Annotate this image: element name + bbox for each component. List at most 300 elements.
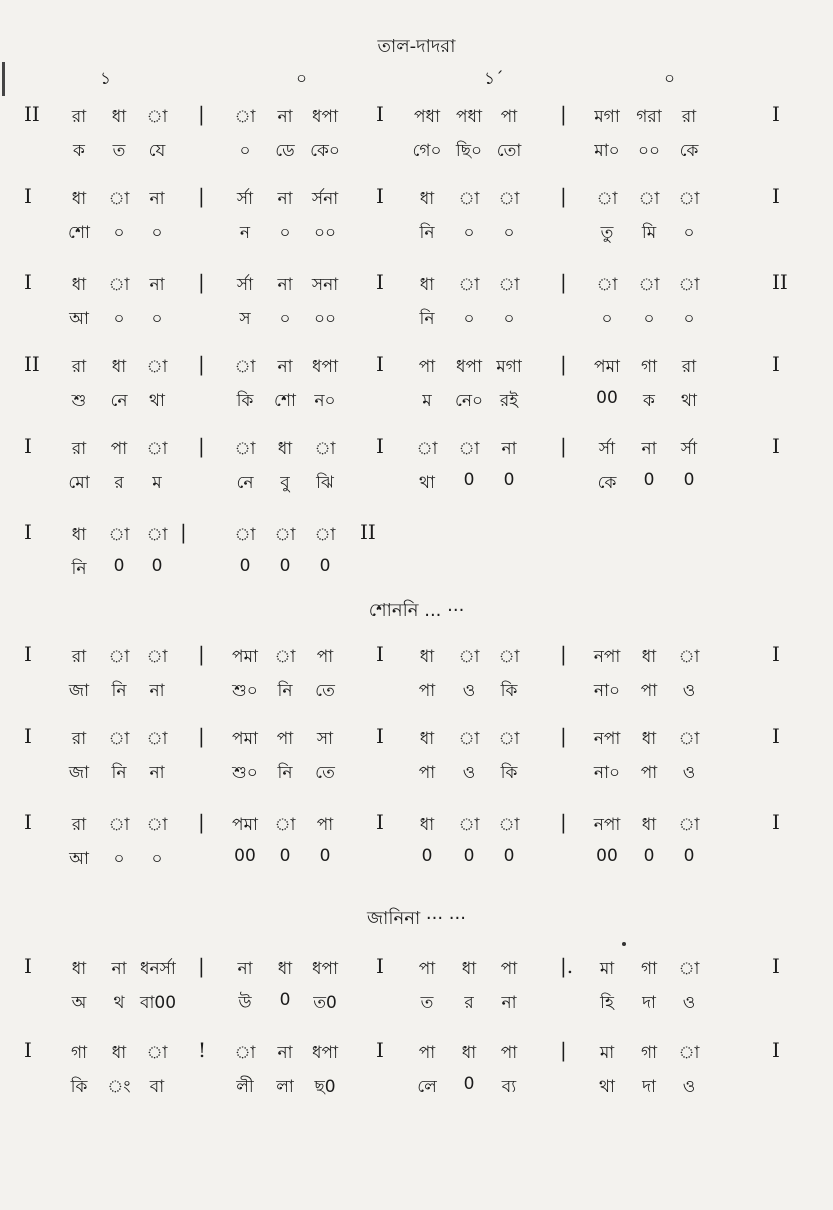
lyric-syllable: গে০ — [412, 141, 442, 161]
lyric-syllable: জা — [68, 681, 90, 701]
swara-note: া — [146, 107, 168, 127]
bar-line: I — [376, 1038, 384, 1062]
lyric-syllable: না — [149, 681, 165, 701]
lyric-syllable: শো — [68, 223, 90, 243]
lyric-syllable: লী — [236, 1077, 254, 1097]
swara-note: রা — [71, 815, 87, 835]
lyric-syllable: ম — [422, 391, 432, 411]
swara-note: া — [146, 525, 168, 545]
swara-note: পা — [500, 1043, 518, 1063]
swara-note: া — [108, 189, 130, 209]
lyric-syllable: ০ — [463, 223, 475, 243]
lyric-syllable: 0 — [463, 470, 475, 490]
swara-note: পমা — [232, 647, 258, 667]
lyric-syllable: ও — [682, 681, 696, 701]
lyric-syllable: ং — [107, 1077, 131, 1097]
swara-note: র্সা — [598, 439, 616, 459]
lyric-row — [0, 990, 833, 1020]
lyric-syllable: ও — [682, 1077, 696, 1097]
lyric-syllable: কি — [500, 681, 518, 701]
lyric-syllable: কে০ — [310, 141, 340, 161]
swara-note: া — [274, 647, 296, 667]
bar-line: I — [772, 1038, 780, 1062]
swara-note: ধা — [419, 275, 435, 295]
swara-note: না — [237, 959, 253, 979]
lyric-syllable: ও — [462, 763, 476, 783]
lyric-syllable: ০ — [151, 309, 163, 329]
swara-note: ধা — [419, 189, 435, 209]
lyric-syllable: ০ — [683, 309, 695, 329]
bar-line: | — [560, 810, 567, 834]
swara-note: ধা — [641, 647, 657, 667]
lyric-syllable: বা00 — [140, 993, 177, 1013]
swara-row — [0, 272, 833, 302]
lyric-syllable: তে — [315, 681, 335, 701]
swara-note: ধা — [111, 357, 127, 377]
lyric-row — [0, 306, 833, 336]
swara-note: মগা — [496, 357, 522, 377]
swara-note: পধা — [414, 107, 440, 127]
lyric-syllable: 0 — [463, 846, 475, 866]
swara-note: রা — [71, 107, 87, 127]
swara-note: া — [458, 275, 480, 295]
swara-note: া — [458, 439, 480, 459]
lyric-syllable: ম — [152, 473, 162, 493]
swara-note: ধা — [277, 439, 293, 459]
bar-line: I — [24, 184, 32, 208]
lyric-row — [0, 556, 833, 586]
lyric-syllable: নি — [419, 309, 435, 329]
swara-note: রা — [71, 439, 87, 459]
lyric-row — [0, 1074, 833, 1104]
bar-line: | — [560, 352, 567, 376]
swara-note: না — [277, 275, 293, 295]
swara-note: ধপা — [312, 959, 338, 979]
swara-note: মা — [599, 959, 615, 979]
bar-line: | — [198, 954, 205, 978]
swara-note: া — [458, 189, 480, 209]
swara-row — [0, 726, 833, 756]
lyric-syllable: না — [149, 763, 165, 783]
swara-note: পা — [500, 959, 518, 979]
lyric-syllable: থা — [419, 473, 435, 493]
lyric-syllable: ঝি — [316, 473, 334, 493]
lyric-syllable: শু — [71, 391, 87, 411]
swara-row — [0, 186, 833, 216]
lyric-syllable: ত0 — [313, 993, 337, 1013]
lyric-syllable: মো — [68, 473, 90, 493]
swara-note: া — [678, 729, 700, 749]
bar-line: I — [24, 724, 32, 748]
swara-note: া — [146, 357, 168, 377]
swara-note: া — [274, 525, 296, 545]
swara-note: নপা — [593, 815, 621, 835]
swara-note: না — [277, 189, 293, 209]
swara-note: ধা — [419, 729, 435, 749]
swara-note: ধপা — [312, 107, 338, 127]
bar-line: | — [560, 102, 567, 126]
notation-line — [0, 1040, 833, 1110]
swara-note: নপা — [593, 647, 621, 667]
bar-line: | — [560, 724, 567, 748]
bar-line: I — [772, 954, 780, 978]
swara-note: না — [277, 357, 293, 377]
swara-note: া — [234, 357, 256, 377]
lyric-syllable: পা — [418, 763, 436, 783]
swara-note: না — [277, 1043, 293, 1063]
swara-note: ধা — [277, 959, 293, 979]
swara-note: গা — [70, 1043, 88, 1063]
swara-note: ধা — [71, 525, 87, 545]
lyric-syllable: নে — [110, 391, 128, 411]
swara-note: া — [678, 959, 700, 979]
swara-note: না — [501, 439, 517, 459]
swara-row — [0, 1040, 833, 1070]
bar-line: I — [772, 184, 780, 208]
lyric-syllable: পা — [418, 681, 436, 701]
swara-note: সনা — [311, 275, 339, 295]
swara-note: া — [108, 525, 130, 545]
beat-marker: ০ — [296, 69, 308, 89]
lyric-syllable: যে — [148, 141, 166, 161]
swara-note: র্সা — [236, 189, 254, 209]
swara-note: রা — [681, 107, 697, 127]
swara-row — [0, 436, 833, 466]
lyric-row — [0, 678, 833, 708]
lyric-syllable: 0 — [279, 846, 291, 866]
swara-note: পা — [418, 1043, 436, 1063]
swara-note: র্সা — [236, 275, 254, 295]
lyric-syllable: নি — [111, 763, 127, 783]
bar-line: | — [180, 520, 187, 544]
swara-note: রা — [71, 647, 87, 667]
swara-note: া — [274, 815, 296, 835]
swara-note: া — [234, 1043, 256, 1063]
section-heading: জানিনা ··· ··· — [367, 908, 466, 929]
lyric-syllable: আ — [69, 309, 89, 329]
swara-note: ধা — [111, 1043, 127, 1063]
lyric-syllable: পা — [640, 681, 658, 701]
bar-line: I — [24, 954, 32, 978]
lyric-syllable: দা — [642, 993, 656, 1013]
ink-speck — [622, 942, 626, 946]
bar-line: | — [198, 642, 205, 666]
lyric-syllable: পা — [640, 763, 658, 783]
swara-note: া — [458, 647, 480, 667]
swara-note: া — [108, 275, 130, 295]
swara-note: া — [314, 525, 336, 545]
swara-note: না — [111, 959, 127, 979]
lyric-syllable: 0 — [319, 556, 331, 576]
swara-note: ধপা — [456, 357, 482, 377]
bar-line: I — [24, 270, 32, 294]
lyric-syllable: মা০ — [594, 141, 620, 161]
swara-note: পা — [418, 357, 436, 377]
swara-note: া — [596, 189, 618, 209]
lyric-syllable: ০ — [601, 309, 613, 329]
bar-line: I — [376, 270, 384, 294]
notation-line — [0, 726, 833, 796]
swara-note: পমা — [594, 357, 620, 377]
bar-line: I — [376, 102, 384, 126]
lyric-syllable: নে — [236, 473, 254, 493]
swara-note: ধা — [461, 959, 477, 979]
swara-note: া — [596, 275, 618, 295]
lyric-syllable: না০ — [593, 763, 621, 783]
lyric-syllable: ন — [239, 223, 251, 243]
bar-line: I — [772, 642, 780, 666]
lyric-syllable: 00 — [596, 388, 618, 408]
lyric-syllable: ও — [682, 763, 696, 783]
lyric-syllable: নি — [419, 223, 435, 243]
lyric-syllable: 00 — [596, 846, 618, 866]
lyric-row — [0, 760, 833, 790]
bar-line: | — [198, 810, 205, 834]
swara-note: ধা — [111, 107, 127, 127]
tala-title: তাল-দাদরা — [377, 36, 456, 57]
bar-line: I — [376, 352, 384, 376]
bar-line: | — [198, 724, 205, 748]
lyric-syllable: ছ0 — [314, 1077, 336, 1097]
lyric-syllable: নি — [277, 763, 293, 783]
bar-line: | — [198, 434, 205, 458]
swara-note: পা — [276, 729, 294, 749]
bar-line: | — [198, 270, 205, 294]
lyric-syllable: উ — [238, 993, 252, 1013]
swara-note: গা — [640, 357, 658, 377]
lyric-row — [0, 138, 833, 168]
notation-line — [0, 104, 833, 174]
lyric-syllable: কে — [597, 473, 617, 493]
bar-line: | — [198, 102, 205, 126]
bar-line: | — [560, 434, 567, 458]
lyric-syllable: অ — [71, 993, 87, 1013]
lyric-syllable: নি — [277, 681, 293, 701]
lyric-syllable: 0 — [683, 470, 695, 490]
bar-line: I — [24, 642, 32, 666]
swara-note: পা — [500, 107, 518, 127]
lyric-syllable: ছি০ — [455, 141, 483, 161]
lyric-syllable: 0 — [151, 556, 163, 576]
lyric-syllable: মি — [641, 223, 657, 243]
swara-note: া — [498, 647, 520, 667]
notation-line — [0, 644, 833, 714]
lyric-syllable: র — [114, 473, 124, 493]
bar-line: I — [24, 434, 32, 458]
bar-line: I — [772, 434, 780, 458]
swara-note: া — [146, 647, 168, 667]
swara-note: া — [234, 439, 256, 459]
beat-marker: ১ — [100, 69, 112, 89]
swara-note: া — [498, 189, 520, 209]
swara-note: ধপা — [312, 357, 338, 377]
notation-line — [0, 272, 833, 342]
notation-line — [0, 186, 833, 256]
lyric-syllable: আ — [69, 849, 89, 869]
lyric-row — [0, 470, 833, 500]
swara-row — [0, 522, 833, 552]
bar-line: I — [376, 434, 384, 458]
bar-line: I — [772, 102, 780, 126]
swara-note: ধনর্সা — [140, 959, 176, 979]
lyric-syllable: শো — [274, 391, 296, 411]
lyric-syllable: শু০ — [232, 763, 258, 783]
swara-note: রা — [681, 357, 697, 377]
lyric-syllable: 0 — [503, 846, 515, 866]
lyric-syllable: ০ — [503, 223, 515, 243]
lyric-syllable: ০ — [683, 223, 695, 243]
swara-note: া — [108, 815, 130, 835]
bar-line: I — [376, 810, 384, 834]
bar-line: | — [560, 184, 567, 208]
swara-note: া — [638, 275, 660, 295]
swara-note: া — [314, 439, 336, 459]
lyric-syllable: শু০ — [232, 681, 258, 701]
lyric-syllable: ০ — [113, 309, 125, 329]
bar-line: I — [24, 520, 32, 544]
lyric-syllable: 0 — [421, 846, 433, 866]
swara-note: না — [277, 107, 293, 127]
bar-line: II — [24, 102, 40, 126]
lyric-syllable: ০ — [279, 309, 291, 329]
swara-note: গরা — [636, 107, 662, 127]
swara-note: পা — [316, 647, 334, 667]
bar-line: I — [772, 810, 780, 834]
swara-note: গা — [640, 959, 658, 979]
lyric-row — [0, 388, 833, 418]
swara-note: া — [458, 815, 480, 835]
lyric-syllable: ০ — [113, 223, 125, 243]
lyric-syllable: 0 — [683, 846, 695, 866]
lyric-row — [0, 846, 833, 876]
swara-note: মা — [599, 1043, 615, 1063]
swara-note: া — [458, 729, 480, 749]
lyric-syllable: ব্য — [501, 1077, 517, 1097]
swara-note: ধা — [461, 1043, 477, 1063]
swara-note: ধা — [641, 815, 657, 835]
bar-line: I — [376, 184, 384, 208]
swara-note: া — [146, 1043, 168, 1063]
lyric-syllable: 0 — [279, 990, 291, 1010]
lyric-syllable: কি — [70, 1077, 88, 1097]
bar-line: | — [198, 184, 205, 208]
swara-note: া — [416, 439, 438, 459]
lyric-syllable: 0 — [239, 556, 251, 576]
lyric-syllable: ০ — [151, 849, 163, 869]
lyric-syllable: 0 — [319, 846, 331, 866]
lyric-syllable: নি — [71, 559, 87, 579]
section-heading: শোননি ... ··· — [368, 600, 465, 621]
bar-line: I — [772, 352, 780, 376]
lyric-syllable: না০ — [593, 681, 621, 701]
swara-note: না — [641, 439, 657, 459]
lyric-syllable: কি — [236, 391, 254, 411]
lyric-syllable: ত — [112, 141, 126, 161]
lyric-syllable: ক — [73, 141, 85, 161]
bar-line: I — [376, 724, 384, 748]
swara-note: া — [234, 525, 256, 545]
bar-line: II — [772, 270, 788, 294]
lyric-syllable: তো — [496, 141, 522, 161]
swara-note: া — [638, 189, 660, 209]
swara-note: রা — [71, 357, 87, 377]
lyric-syllable: রই — [499, 391, 519, 411]
lyric-row — [0, 220, 833, 250]
swara-note: ধা — [419, 815, 435, 835]
swara-note: ধপা — [312, 1043, 338, 1063]
lyric-syllable: 0 — [463, 1074, 475, 1094]
lyric-syllable: কি — [500, 763, 518, 783]
swara-note: া — [234, 107, 256, 127]
swara-row — [0, 956, 833, 986]
swara-note: া — [498, 729, 520, 749]
lyric-syllable: নে০ — [454, 391, 484, 411]
swara-row — [0, 812, 833, 842]
lyric-syllable: ক — [643, 391, 655, 411]
swara-note: া — [678, 189, 700, 209]
lyric-syllable: 0 — [643, 846, 655, 866]
notation-line — [0, 956, 833, 1026]
beat-marker: ১´ — [484, 69, 504, 89]
swara-row — [0, 354, 833, 384]
swara-note: া — [498, 275, 520, 295]
swara-note: া — [678, 1043, 700, 1063]
lyric-syllable: লে — [417, 1077, 437, 1097]
swara-note: পা — [110, 439, 128, 459]
lyric-syllable: ০০ — [637, 141, 661, 161]
notation-line — [0, 522, 833, 592]
lyric-syllable: র — [464, 993, 474, 1013]
bar-line: I — [24, 810, 32, 834]
bar-line: ! — [198, 1038, 207, 1062]
lyric-syllable: ০ — [463, 309, 475, 329]
swara-note: গা — [640, 1043, 658, 1063]
bar-line: I — [376, 642, 384, 666]
swara-note: পা — [418, 959, 436, 979]
lyric-syllable: ০ — [239, 141, 251, 161]
swara-note: না — [149, 275, 165, 295]
lyric-syllable: 0 — [643, 470, 655, 490]
lyric-syllable: না — [501, 993, 517, 1013]
lyric-syllable: 0 — [503, 470, 515, 490]
swara-note: ধা — [71, 189, 87, 209]
lyric-syllable: স — [239, 309, 251, 329]
lyric-syllable: ন০ — [314, 391, 336, 411]
lyric-syllable: ০ — [279, 223, 291, 243]
lyric-syllable: দা — [642, 1077, 656, 1097]
lyric-syllable: তে — [315, 763, 335, 783]
bar-line: I — [376, 954, 384, 978]
bar-line: |. — [560, 954, 574, 978]
swara-note: া — [108, 729, 130, 749]
bar-line: II — [360, 520, 376, 544]
lyric-syllable: বা — [149, 1077, 165, 1097]
swara-note: ধা — [641, 729, 657, 749]
swara-note: রা — [71, 729, 87, 749]
swara-row — [0, 644, 833, 674]
lyric-syllable: কে — [679, 141, 699, 161]
lyric-syllable: ০০ — [313, 223, 337, 243]
beat-marker: ০ — [664, 69, 676, 89]
swara-note: া — [146, 815, 168, 835]
bar-line: II — [24, 352, 40, 376]
swara-note: পধা — [456, 107, 482, 127]
lyric-syllable: ০ — [113, 849, 125, 869]
notation-line — [0, 436, 833, 506]
swara-note: া — [146, 439, 168, 459]
swara-note: া — [678, 647, 700, 667]
lyric-syllable: ও — [682, 993, 696, 1013]
